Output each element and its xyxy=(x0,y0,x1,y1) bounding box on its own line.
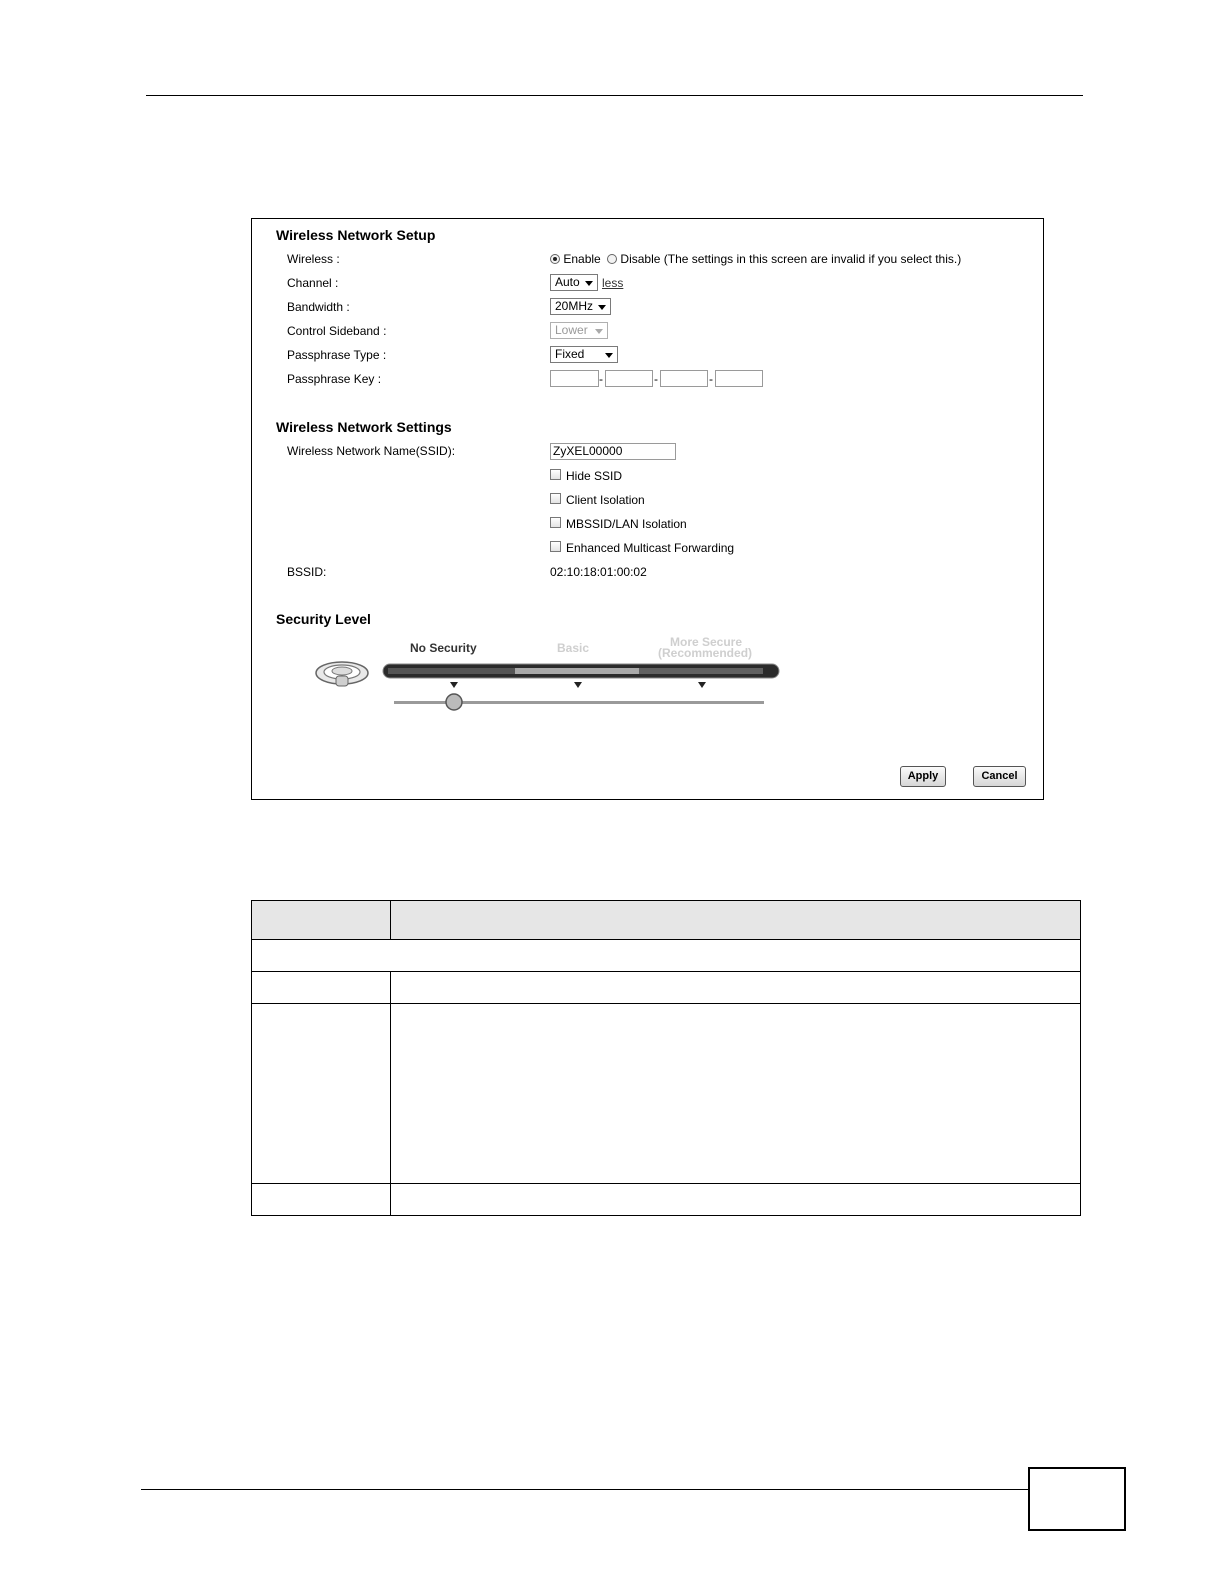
settings-section-title: Wireless Network Settings xyxy=(276,419,452,435)
bandwidth-value: 20MHz xyxy=(555,299,594,313)
bssid-label: BSSID: xyxy=(287,565,327,579)
level-recommended: (Recommended) xyxy=(658,646,753,660)
hide-ssid-checkbox[interactable] xyxy=(550,469,561,480)
ssid-input[interactable]: ZyXEL00000 xyxy=(550,443,676,460)
table-cell xyxy=(252,940,1081,972)
mbssid-lan-isolation-checkbox[interactable] xyxy=(550,517,561,528)
enable-label: Enable xyxy=(563,252,601,266)
passphrase-key-field-4[interactable] xyxy=(715,370,763,387)
mbssid-lan-isolation-label: MBSSID/LAN Isolation xyxy=(566,517,687,531)
ssid-label: Wireless Network Name(SSID): xyxy=(287,444,456,458)
cancel-button[interactable]: Cancel xyxy=(973,766,1026,787)
table-row xyxy=(252,972,1081,1004)
table-header-row xyxy=(252,901,1081,940)
passphrase-type-value: Fixed xyxy=(555,347,585,361)
channel-value: Auto xyxy=(555,275,580,289)
channel-label: Channel : xyxy=(287,276,339,290)
table-row xyxy=(252,1004,1081,1184)
wireless-label: Wireless : xyxy=(287,252,340,266)
hide-ssid-label: Hide SSID xyxy=(566,469,623,483)
bandwidth-label: Bandwidth : xyxy=(287,300,350,314)
table-header-cell xyxy=(391,901,1081,940)
level-more-secure: More Secure xyxy=(670,635,743,649)
passphrase-type-label: Passphrase Type : xyxy=(287,348,387,362)
channel-less-link[interactable]: less xyxy=(602,276,624,290)
setup-section-title: Wireless Network Setup xyxy=(276,227,436,243)
page-number-box xyxy=(1028,1467,1126,1531)
disable-radio[interactable] xyxy=(607,254,617,264)
table-cell xyxy=(252,1004,391,1184)
wireless-radio-group xyxy=(550,252,961,266)
enable-radio[interactable] xyxy=(550,254,560,264)
client-isolation-label: Client Isolation xyxy=(566,493,645,507)
chevron-down-icon xyxy=(605,353,613,358)
table-cell xyxy=(252,972,391,1004)
key-separator: - xyxy=(709,372,713,386)
chevron-down-icon xyxy=(595,329,603,334)
key-separator: - xyxy=(599,372,603,386)
passphrase-key-field-1[interactable] xyxy=(550,370,599,387)
key-separator: - xyxy=(654,372,658,386)
description-table xyxy=(251,900,1081,1216)
chevron-down-icon xyxy=(585,281,593,286)
level-no-security: No Security xyxy=(410,641,477,655)
table-cell xyxy=(391,1004,1081,1184)
disable-label: Disable (The settings in this screen are invalid if you select this.) xyxy=(620,252,962,266)
passphrase-key-label: Passphrase Key : xyxy=(287,372,382,386)
table-row xyxy=(252,940,1081,972)
wireless-router-icon xyxy=(312,652,372,690)
enhanced-multicast-checkbox[interactable] xyxy=(550,541,561,552)
table-header-cell xyxy=(252,901,391,940)
sideband-select[interactable] xyxy=(550,322,608,339)
bssid-value: 02:10:18:01:00:02 xyxy=(550,565,647,579)
passphrase-key-field-3[interactable] xyxy=(660,370,708,387)
client-isolation-checkbox[interactable] xyxy=(550,493,561,504)
table-cell xyxy=(252,1184,391,1216)
sideband-label: Control Sideband : xyxy=(287,324,387,338)
security-level-slider[interactable] xyxy=(382,663,782,713)
passphrase-key-field-2[interactable] xyxy=(605,370,653,387)
table-row xyxy=(252,1184,1081,1216)
level-basic: Basic xyxy=(557,641,590,655)
header-rule xyxy=(146,95,1083,96)
apply-button[interactable]: Apply xyxy=(900,766,946,787)
footer-rule xyxy=(141,1489,1028,1490)
wireless-settings-panel xyxy=(251,218,1044,800)
passphrase-type-select[interactable] xyxy=(550,346,618,363)
table-cell xyxy=(391,1184,1081,1216)
sideband-value: Lower xyxy=(555,323,588,337)
enhanced-multicast-label: Enhanced Multicast Forwarding xyxy=(566,541,735,555)
channel-select[interactable] xyxy=(550,274,598,291)
chevron-down-icon xyxy=(598,305,606,310)
table-cell xyxy=(391,972,1081,1004)
bandwidth-select[interactable] xyxy=(550,298,611,315)
security-section-title: Security Level xyxy=(276,611,371,627)
